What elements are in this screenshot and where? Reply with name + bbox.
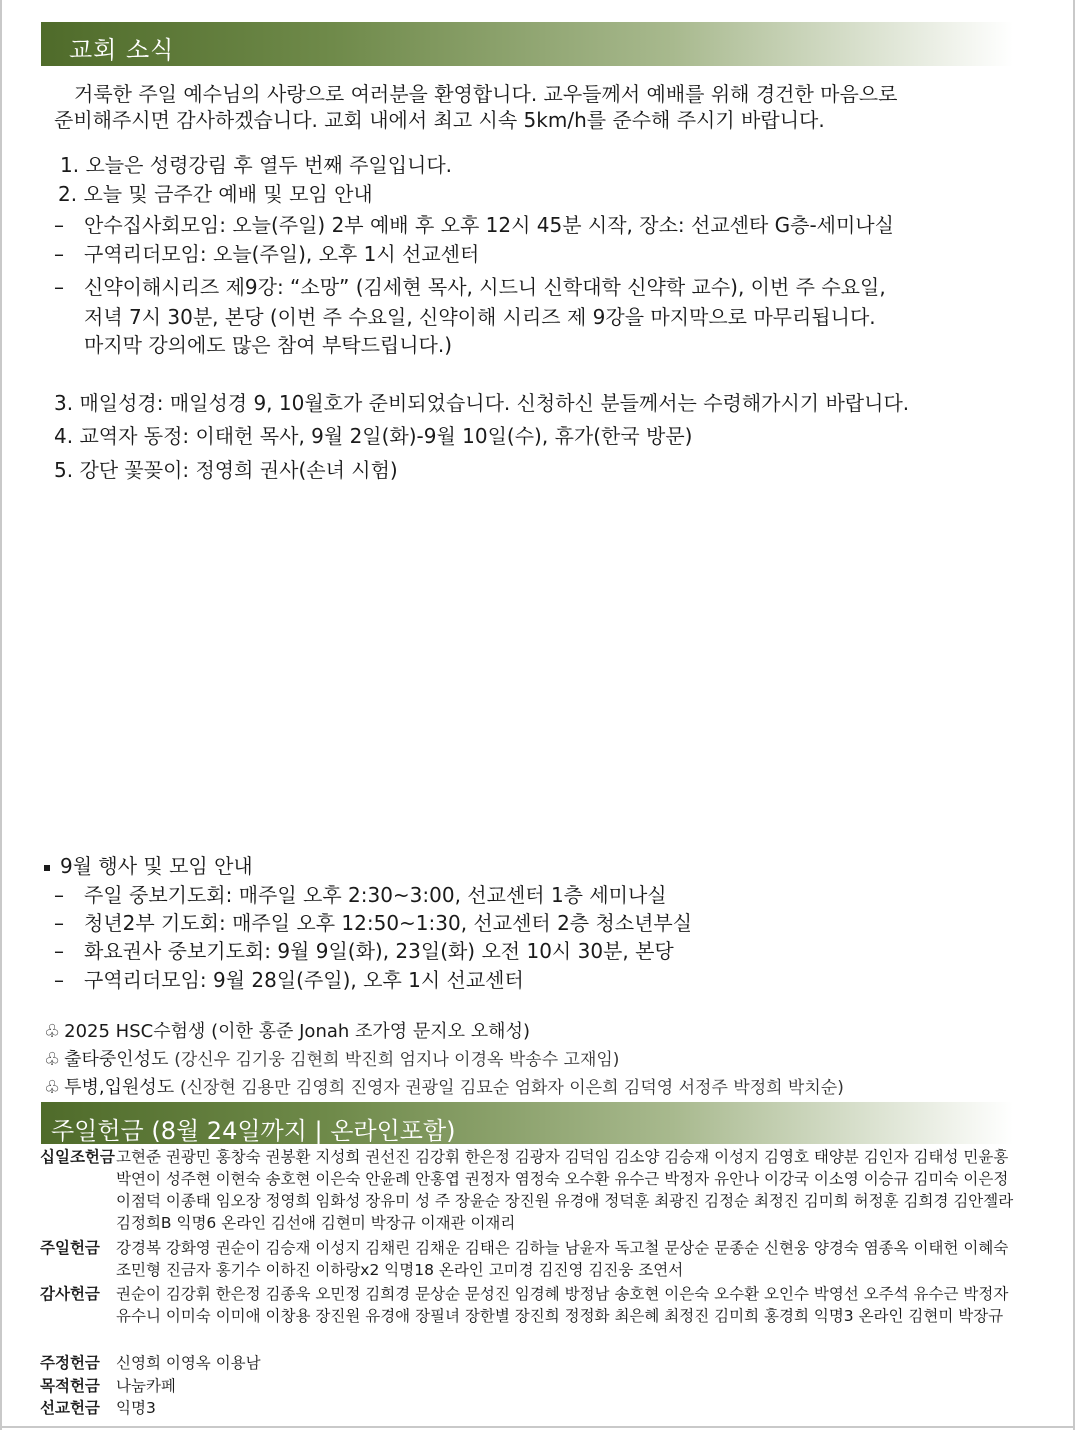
clover-icon: ♧: [44, 1021, 61, 1042]
september-event-4: [54, 966, 524, 994]
intro-line-2: 준비해주시면 감사하겠습니다. 교회 내에서 최고 시속 5km/h를 준수해 주시기 바랍니다.: [54, 108, 825, 132]
dash-marker: –: [54, 939, 64, 963]
september-events-title: 9월 행사 및 모임 안내: [60, 854, 253, 878]
clover-icon: ♧: [44, 1077, 61, 1098]
news-subitem-2: [54, 240, 480, 268]
news-subitem-3-line-1: 신약이해시리즈 제9강: “소망” (김세현 목사, 시드니 신학대학 신약학 교수), 이번 주 수요일,: [84, 275, 886, 299]
page-border-bottom: [0, 1426, 1075, 1428]
offering-names: 익명3: [116, 1399, 156, 1417]
september-event-3-text: 화요권사 중보기도회: 9월 9일(화), 23일(화) 오전 10시 30분, 본당: [84, 939, 674, 963]
news-subitem-1: [54, 211, 894, 239]
september-event-3: [54, 937, 674, 965]
dash-marker: –: [54, 968, 64, 992]
september-event-1: [54, 881, 667, 909]
prayer-travel-label: 출타중인성도: [64, 1049, 169, 1070]
offering-label: 선교헌금: [40, 1399, 100, 1417]
dash-marker: –: [54, 275, 64, 299]
prayer-hsc-label: 2025 HSC수험생: [64, 1021, 206, 1042]
dash-marker: –: [54, 883, 64, 907]
september-event-4-text: 구역리더모임: 9월 28일(주일), 오후 1시 선교센터: [84, 968, 524, 992]
prayer-sick-names: (신장현 김용만 김영희 진영자 권광일 김묘순 엄화자 이은희 김덕영 서정주 박정희 박치순): [179, 1078, 844, 1098]
prayer-hsc: [44, 1018, 530, 1046]
news-subitem-3-line-3: 마지막 강의에도 많은 참여 부탁드립니다.): [84, 333, 453, 357]
news-item-3: 3. 매일성경: 매일성경 9, 10월호가 준비되었습니다. 신청하신 분들께서는 수령해가시기 바랍니다.: [54, 391, 910, 415]
offering-names: 강경복 강화영 권순이 김승재 이성지 김채린 김채운 김태은 김하늘 남윤자 독고철 문상순 문종순 신현웅 양경숙 염종옥 이태헌 이혜숙 조민형 진금자 홍기수 이하진 이하랑x2 익명18 온라인 고미경 김진영 김진웅 조연서: [116, 1239, 1009, 1279]
prayer-hsc-names: (이한 홍준 Jonah 조가영 문지오 오해성): [211, 1021, 530, 1042]
prayer-sick: [44, 1074, 844, 1102]
dash-marker: –: [54, 911, 64, 935]
september-event-2: [54, 909, 693, 937]
news-item-2: 2. 오늘 및 금주간 예배 및 모임 안내: [58, 182, 373, 206]
offering-title: 주일헌금 (8월 24일까지 | 온라인포함): [51, 1117, 456, 1145]
offering-label: 목적헌금: [40, 1377, 100, 1395]
prayer-travel: [44, 1046, 619, 1074]
news-subitem-1-text: 안수집사회모임: 오늘(주일) 2부 예배 후 오후 12시 45분 시작, 장소: 선교센타 G층-세미나실: [84, 213, 894, 237]
offering-names: 권순이 김강휘 한은정 김종욱 오민정 김희경 문상순 문성진 임경혜 방정남 송호현 이은숙 오수환 오인수 박영선 오주석 유수근 박정자 유수니 이미숙 이미애 이창용 장진원 유경애 장필녀 장한별 장진희 정정화 최은혜 최정진 김미희 홍경희 익명3 온라인 김현미 박장규: [116, 1285, 1009, 1325]
church-news-title: 교회 소식: [69, 36, 175, 64]
news-item-1: 1. 오늘은 성령강림 후 열두 번째 주일입니다.: [60, 153, 453, 177]
dash-marker: –: [54, 213, 64, 237]
offering-names: 나눔카페: [116, 1377, 176, 1395]
clover-icon: ♧: [44, 1049, 61, 1070]
church-news-banner: [41, 22, 1013, 66]
page-border-right: [1073, 0, 1075, 1430]
offering-label: 감사헌금: [40, 1285, 100, 1303]
news-subitem-2-text: 구역리더모임: 오늘(주일), 오후 1시 선교센터: [84, 242, 480, 266]
news-subitem-3: [54, 273, 886, 301]
square-bullet-icon: [44, 865, 50, 871]
intro-line-1: 거룩한 주일 예수님의 사랑으로 여러분을 환영합니다. 교우들께서 예배를 위해 경건한 마음으로: [74, 82, 898, 106]
offering-label: 십일조헌금: [40, 1148, 115, 1166]
prayer-travel-names: (강신우 김기웅 김현희 박진희 엄지나 이경옥 박송수 고재임): [174, 1050, 620, 1070]
september-event-1-text: 주일 중보기도회: 매주일 오후 2:30~3:00, 선교센터 1층 세미나실: [84, 883, 667, 907]
offering-names: 신영희 이영옥 이용남: [116, 1354, 261, 1372]
news-item-4: 4. 교역자 동정: 이태헌 목사, 9월 2일(화)-9월 10일(수), 휴가(한국 방문): [54, 424, 693, 448]
offering-label: 주정헌금: [40, 1354, 100, 1372]
september-events-heading: [44, 852, 253, 880]
offering-banner: [41, 1102, 1013, 1144]
offering-names: 고현준 권광민 홍창숙 권봉환 지성희 권선진 김강휘 한은정 김광자 김덕임 김소양 김승재 이성지 김영호 태양분 김인자 김태성 민윤홍 박연이 성주현 이현숙 송호현 이은숙 안윤례 안홍엽 권정자 염정숙 오수환 유수근 박정자 유안나 이강국 이소영 이승규 김미숙 이은정 이점덕 이종태 임오장 정영희 임화성 장유미 성 주 장윤순 장진원 유경애 정덕훈 최광진 김정순 최정진 김미희 허정훈 김희경 김안젤라 김정희B 익명6 온라인 김선애 김현미 박장규 이재관 이재리: [116, 1148, 1014, 1232]
prayer-sick-label: 투병,입원성도: [64, 1077, 175, 1098]
dash-marker: –: [54, 242, 64, 266]
news-subitem-3-line-2: 저녁 7시 30분, 본당 (이번 주 수요일, 신약이해 시리즈 제 9강을 마지막으로 마무리됩니다.: [84, 305, 876, 329]
september-event-2-text: 청년2부 기도회: 매주일 오후 12:50~1:30, 선교센터 2층 청소년부실: [84, 911, 693, 935]
news-item-5: 5. 강단 꽃꽂이: 정영희 권사(손녀 시험): [54, 458, 398, 482]
page-border-left: [0, 0, 2, 1430]
offering-label: 주일헌금: [40, 1239, 100, 1257]
